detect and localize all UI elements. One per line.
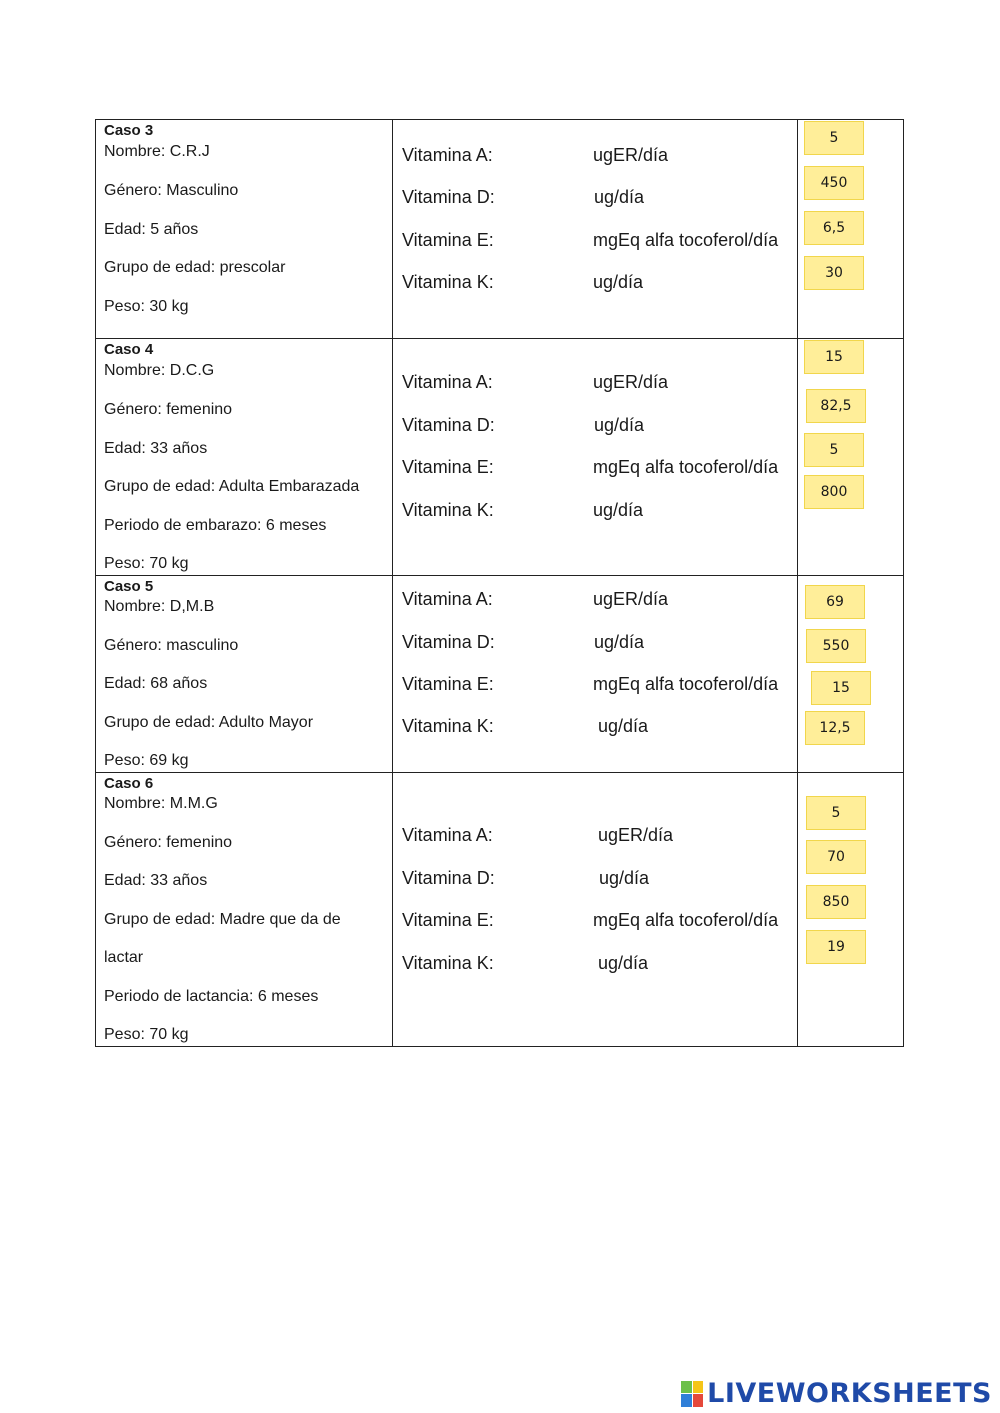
case-field: Grupo de edad: Madre que da de <box>104 911 341 928</box>
case-field: Peso: 70 kg <box>104 555 189 572</box>
case-field: lactar <box>104 949 144 966</box>
row-divider <box>95 575 904 576</box>
case-field: Género: femenino <box>104 834 233 851</box>
case-field: Nombre: D.C.G <box>104 362 215 379</box>
case-field: Género: masculino <box>104 637 239 654</box>
answer-box[interactable]: 15 <box>811 671 871 705</box>
row-divider <box>95 772 904 773</box>
vitamin-label: Vitamina A: <box>402 589 493 609</box>
vitamin-unit: ug/día <box>594 632 645 652</box>
answer-box[interactable]: 6,5 <box>804 211 864 245</box>
vitamin-unit: mgEq alfa tocoferol/día <box>593 674 779 694</box>
case-field: Peso: 30 kg <box>104 298 189 315</box>
case-field: Grupo de edad: prescolar <box>104 259 286 276</box>
vitamin-label: Vitamina K: <box>402 716 494 736</box>
vitamin-label: Vitamina D: <box>402 632 495 652</box>
vitamin-unit: ugER/día <box>593 589 669 609</box>
case-field: Edad: 5 años <box>104 221 199 238</box>
case-title: Caso 6 <box>104 775 154 792</box>
vitamin-label: Vitamina A: <box>402 145 493 165</box>
table-border-left <box>95 119 96 1047</box>
liveworksheets-logo-icon <box>681 1381 703 1407</box>
vitamin-label: Vitamina K: <box>402 500 494 520</box>
table-border-right <box>903 119 904 1047</box>
vitamin-label: Vitamina A: <box>402 825 493 845</box>
vitamin-label: Vitamina E: <box>402 674 494 694</box>
vitamin-unit: mgEq alfa tocoferol/día <box>593 457 779 477</box>
vitamin-label: Vitamina E: <box>402 910 494 930</box>
table-border-bottom <box>95 1046 904 1047</box>
vitamin-label: Vitamina K: <box>402 953 494 973</box>
case-field: Género: femenino <box>104 401 233 418</box>
answer-box[interactable]: 19 <box>806 930 866 964</box>
vitamin-label: Vitamina E: <box>402 457 494 477</box>
vitamin-unit: ug/día <box>593 500 644 520</box>
vitamin-unit: ugER/día <box>593 145 669 165</box>
case-field: Nombre: M.M.G <box>104 795 218 812</box>
table-border-top <box>95 119 904 120</box>
answer-box[interactable]: 70 <box>806 840 866 874</box>
case-field: Edad: 33 años <box>104 872 208 889</box>
case-field: Edad: 68 años <box>104 675 208 692</box>
vitamin-label: Vitamina D: <box>402 868 495 888</box>
answer-box[interactable]: 82,5 <box>806 389 866 423</box>
vitamin-unit: ug/día <box>599 868 650 888</box>
case-field: Grupo de edad: Adulta Embarazada <box>104 478 360 495</box>
vitamin-unit: ug/día <box>594 415 645 435</box>
vitamin-label: Vitamina K: <box>402 272 494 292</box>
case-field: Nombre: D,M.B <box>104 598 215 615</box>
case-title: Caso 5 <box>104 578 154 595</box>
case-field: Género: Masculino <box>104 182 239 199</box>
case-field: Periodo de embarazo: 6 meses <box>104 517 327 534</box>
answer-box[interactable]: 800 <box>804 475 864 509</box>
answer-box[interactable]: 5 <box>806 796 866 830</box>
case-field: Peso: 70 kg <box>104 1026 189 1043</box>
answer-box[interactable]: 850 <box>806 885 866 919</box>
vitamin-unit: ugER/día <box>598 825 674 845</box>
answer-box[interactable]: 5 <box>804 121 864 155</box>
brand-name: LIVEWORKSHEETS <box>707 1378 992 1409</box>
liveworksheets-logo <box>681 1378 992 1409</box>
answer-box[interactable]: 450 <box>804 166 864 200</box>
answer-box[interactable]: 5 <box>804 433 864 467</box>
vitamin-label: Vitamina D: <box>402 187 495 207</box>
column-divider <box>392 119 393 1047</box>
case-field: Peso: 69 kg <box>104 752 189 769</box>
answer-box[interactable]: 12,5 <box>805 711 865 745</box>
case-title: Caso 4 <box>104 341 154 358</box>
case-field: Edad: 33 años <box>104 440 208 457</box>
vitamin-unit: mgEq alfa tocoferol/día <box>593 230 779 250</box>
vitamin-unit: ug/día <box>594 187 645 207</box>
case-field: Nombre: C.R.J <box>104 143 210 160</box>
vitamin-label: Vitamina A: <box>402 372 493 392</box>
answer-box[interactable]: 15 <box>804 340 864 374</box>
vitamin-unit: ug/día <box>593 272 644 292</box>
vitamin-unit: ugER/día <box>593 372 669 392</box>
case-field: Grupo de edad: Adulto Mayor <box>104 714 314 731</box>
case-title: Caso 3 <box>104 122 154 139</box>
vitamin-unit: ug/día <box>598 953 649 973</box>
case-field: Periodo de lactancia: 6 meses <box>104 988 319 1005</box>
answer-box[interactable]: 550 <box>806 629 866 663</box>
vitamin-unit: mgEq alfa tocoferol/día <box>593 910 779 930</box>
row-divider <box>95 338 904 339</box>
vitamin-label: Vitamina D: <box>402 415 495 435</box>
vitamin-unit: ug/día <box>598 716 649 736</box>
column-divider <box>797 119 798 1047</box>
vitamin-label: Vitamina E: <box>402 230 494 250</box>
answer-box[interactable]: 30 <box>804 256 864 290</box>
answer-box[interactable]: 69 <box>805 585 865 619</box>
